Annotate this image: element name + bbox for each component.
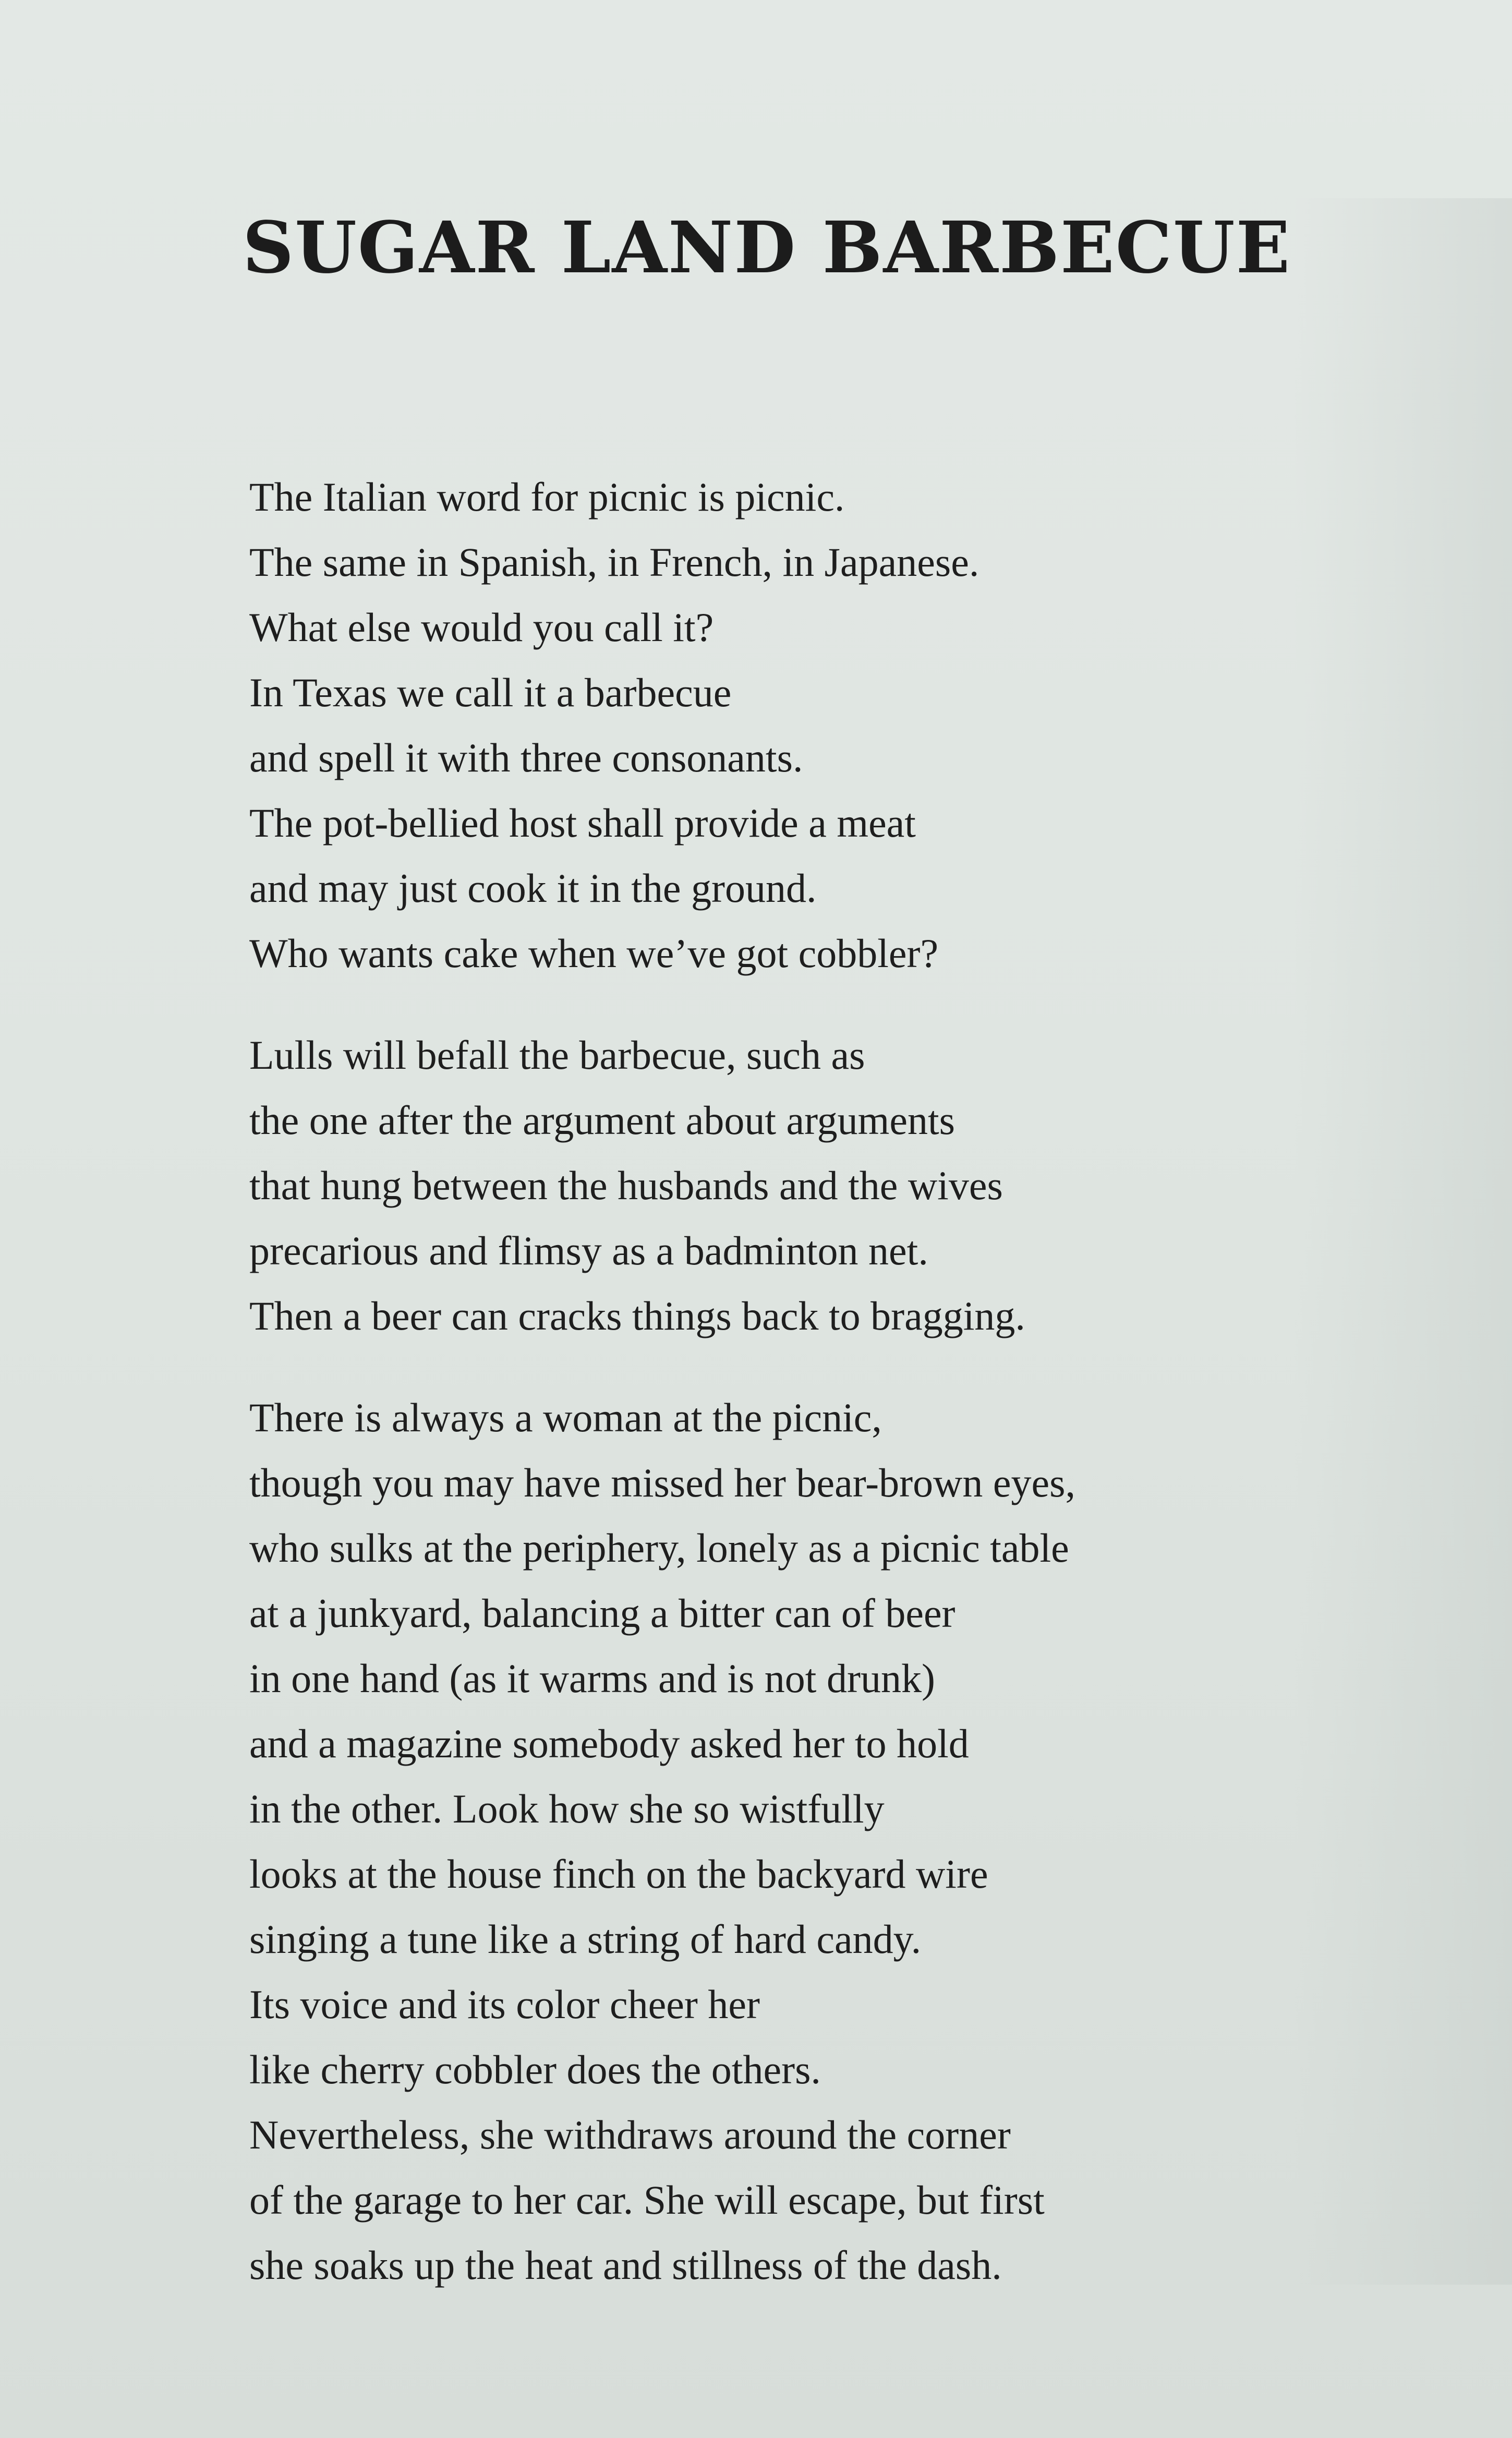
poem-title: SUGAR LAND BARBECUE [243,206,1291,289]
poem-line: The pot-bellied host shall provide a meat [249,800,916,846]
poem-line: Who wants cake when we’ve got cobbler? [249,931,939,976]
poem-line: of the garage to her car. She will escape, but first [249,2177,1045,2223]
poem-line: Nevertheless, she withdraws around the corner [249,2112,1011,2157]
poem-line: that hung between the husbands and the wives [249,1163,1003,1208]
stanza-1 [249,464,1292,986]
poem-line: she soaks up the heat and stillness of the dash. [249,2242,1002,2288]
poem-line: Its voice and its color cheer her [249,1982,760,2027]
poem-line: and may just cook it in the ground. [249,865,817,911]
facing-page-shadow [1293,198,1512,2285]
poem-line: and a magazine somebody asked her to hold [249,1721,969,1766]
poem-line: the one after the argument about arguments [249,1097,955,1143]
poem-line: Then a beer can cracks things back to bragging. [249,1293,1025,1338]
poem-line: in one hand (as it warms and is not drunk) [249,1656,935,1701]
poem-line: precarious and flimsy as a badminton net. [249,1228,928,1273]
poem-line: though you may have missed her bear-brown eyes, [249,1460,1075,1505]
poem-line: In Texas we call it a barbecue [249,670,732,715]
stanza-2 [249,1022,1292,1348]
poem-line: like cherry cobbler does the others. [249,2047,821,2092]
poem-line: Lulls will befall the barbecue, such as [249,1032,865,1078]
poem-body [249,464,1292,2334]
poem-line: in the other. Look how she so wistfully [249,1786,885,1831]
poem-line: There is always a woman at the picnic, [249,1395,882,1440]
poem-line: who sulks at the periphery, lonely as a picnic table [249,1525,1069,1571]
poem-line: at a junkyard, balancing a bitter can of beer [249,1590,955,1636]
poem-line: and spell it with three consonants. [249,735,803,780]
poem-line: What else would you call it? [249,605,714,650]
poem-line: The Italian word for picnic is picnic. [249,474,845,520]
poem-line: singing a tune like a string of hard candy. [249,1916,922,1962]
stanza-3 [249,1385,1292,2298]
poem-line: The same in Spanish, in French, in Japanese. [249,539,979,585]
poem-line: looks at the house finch on the backyard wire [249,1851,988,1897]
